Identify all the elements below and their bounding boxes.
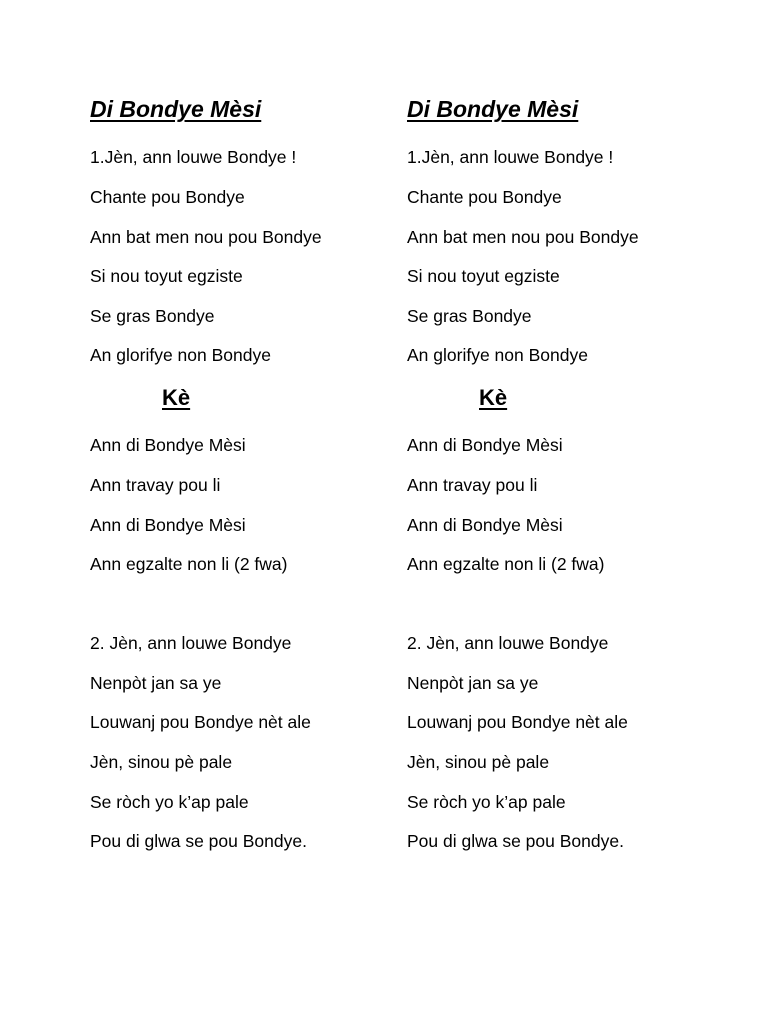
verse2-line-3: Louwanj pou Bondye nèt ale <box>407 712 628 732</box>
verse2-line-1: 2. Jèn, ann louwe Bondye <box>90 633 292 653</box>
lyrics-column-right <box>407 0 707 1024</box>
verse1-line-1: 1.Jèn, ann louwe Bondye ! <box>407 147 614 167</box>
verse1-line-1: 1.Jèn, ann louwe Bondye ! <box>90 147 297 167</box>
verse2-line-4: Jèn, sinou pè pale <box>90 752 233 772</box>
refrain-line-4: Ann egzalte non li (2 fwa) <box>90 554 288 574</box>
verse1-line-3: Ann bat men nou pou Bondye <box>90 227 322 247</box>
verse1-line-2: Chante pou Bondye <box>90 187 245 207</box>
refrain-line-4: Ann egzalte non li (2 fwa) <box>407 554 605 574</box>
verse2-line-2: Nenpòt jan sa ye <box>407 673 539 693</box>
song-title: Di Bondye Mèsi <box>90 96 262 122</box>
verse2-line-2: Nenpòt jan sa ye <box>90 673 222 693</box>
verse2-line-5: Se ròch yo k’ap pale <box>407 792 566 812</box>
refrain-heading: Kè <box>479 385 508 410</box>
verse2-line-3: Louwanj pou Bondye nèt ale <box>90 712 311 732</box>
verse2-line-4: Jèn, sinou pè pale <box>407 752 550 772</box>
refrain-line-1: Ann di Bondye Mèsi <box>90 435 246 455</box>
verse1-line-6: An glorifye non Bondye <box>90 345 271 365</box>
song-title: Di Bondye Mèsi <box>407 96 579 122</box>
refrain-line-3: Ann di Bondye Mèsi <box>407 515 563 535</box>
lyrics-column-left <box>90 0 390 1024</box>
verse1-line-5: Se gras Bondye <box>407 306 532 326</box>
verse2-line-5: Se ròch yo k’ap pale <box>90 792 249 812</box>
verse2-line-6: Pou di glwa se pou Bondye. <box>90 831 307 851</box>
verse2-line-6: Pou di glwa se pou Bondye. <box>407 831 624 851</box>
verse1-line-4: Si nou toyut egziste <box>407 266 560 286</box>
refrain-line-2: Ann travay pou li <box>407 475 538 495</box>
verse1-line-5: Se gras Bondye <box>90 306 215 326</box>
verse1-line-2: Chante pou Bondye <box>407 187 562 207</box>
verse2-line-1: 2. Jèn, ann louwe Bondye <box>407 633 609 653</box>
refrain-line-2: Ann travay pou li <box>90 475 221 495</box>
refrain-line-3: Ann di Bondye Mèsi <box>90 515 246 535</box>
verse1-line-6: An glorifye non Bondye <box>407 345 588 365</box>
refrain-heading: Kè <box>162 385 191 410</box>
verse1-line-4: Si nou toyut egziste <box>90 266 243 286</box>
verse1-line-3: Ann bat men nou pou Bondye <box>407 227 639 247</box>
refrain-line-1: Ann di Bondye Mèsi <box>407 435 563 455</box>
